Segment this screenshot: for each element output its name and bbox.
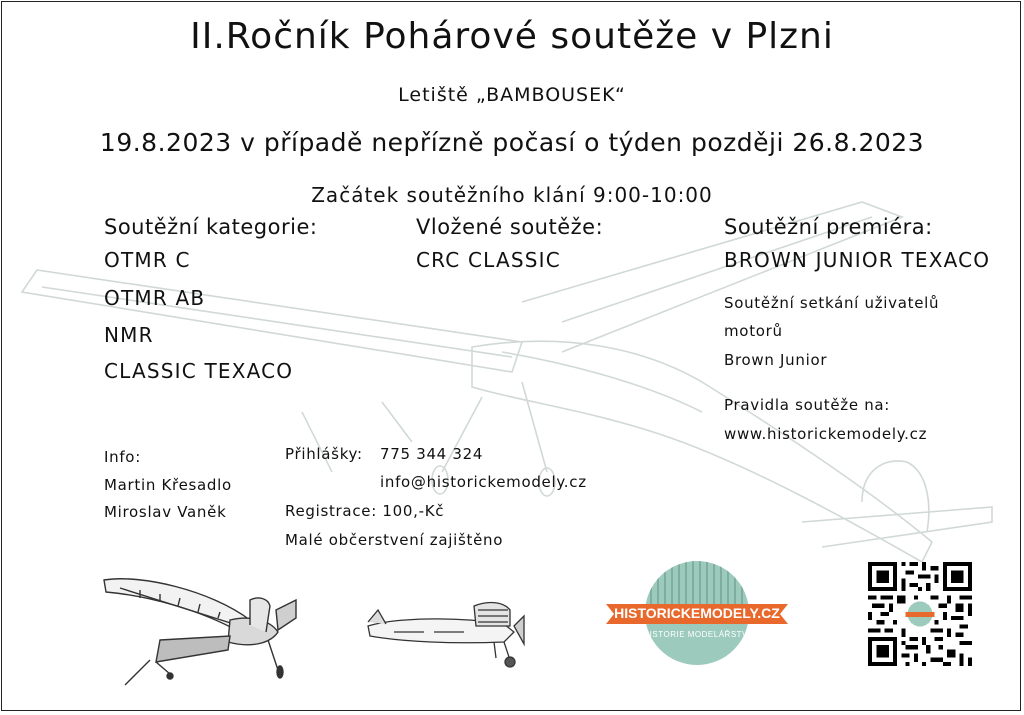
info-name: Martin Křesadlo xyxy=(104,476,232,494)
inserted-item: CRC CLASSIC xyxy=(416,248,561,272)
logo-banner-text: HISTORICKEMODELY.CZ xyxy=(614,605,780,621)
start-time: Začátek soutěžního klání 9:00-10:00 xyxy=(311,183,713,207)
categories-heading: Soutěžní kategorie: xyxy=(104,215,318,239)
premiere-note-line: Soutěžní setkání uživatelů xyxy=(724,294,940,312)
premiere-note-line: Brown Junior xyxy=(724,351,828,369)
historickemodely-logo xyxy=(606,558,788,668)
info-label: Info: xyxy=(104,448,141,466)
phone-number: 775 344 324 xyxy=(380,445,484,463)
monoplane-icon xyxy=(364,596,530,670)
applications-label: Přihlášky: xyxy=(285,445,363,463)
registration-fee: Registrace: 100,-Kč xyxy=(285,502,445,520)
category-item: CLASSIC TEXACO xyxy=(104,359,294,383)
rules-label: Pravidla soutěže na: xyxy=(724,396,891,414)
premiere-heading: Soutěžní premiéra: xyxy=(724,215,933,239)
model-airplane-icon xyxy=(100,570,300,692)
email-address: info@historickemodely.cz xyxy=(380,473,587,491)
refreshments-note: Malé občerstvení zajištěno xyxy=(285,531,504,549)
poster xyxy=(1,1,1021,711)
logo-caption: HISTORIE MODELÁŘSTVÍ xyxy=(643,630,751,639)
rules-url: www.historickemodely.cz xyxy=(724,425,928,443)
event-date: 19.8.2023 v případě nepřízně počasí o týden později 26.8.2023 xyxy=(99,128,925,157)
category-item: OTMR C xyxy=(104,248,191,272)
info-name: Miroslav Vaněk xyxy=(104,503,227,521)
page-title: II.Ročník Pohárové soutěže v Plzni xyxy=(190,16,834,57)
inserted-heading: Vložené soutěže: xyxy=(416,215,604,239)
venue-subtitle: Letiště „BAMBOUSEK“ xyxy=(398,84,626,106)
category-item: NMR xyxy=(104,323,154,347)
qr-code-icon[interactable] xyxy=(868,562,972,666)
premiere-note-line: motorů xyxy=(724,322,783,340)
category-item: OTMR AB xyxy=(104,286,206,310)
premiere-item: BROWN JUNIOR TEXACO xyxy=(724,248,991,272)
